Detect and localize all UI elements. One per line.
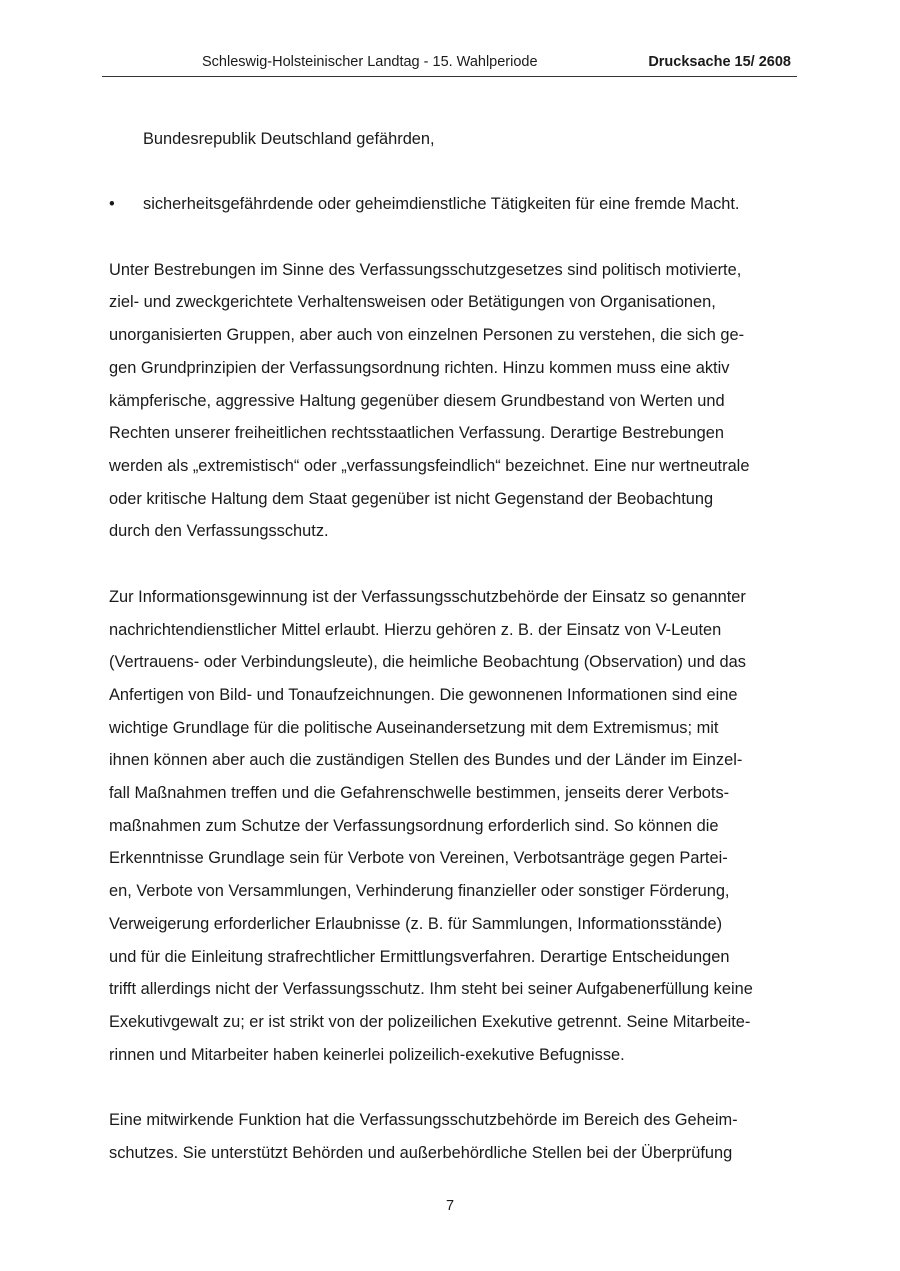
spacer	[109, 156, 799, 189]
spacer	[109, 221, 799, 254]
paragraph-line: gen Grundprinzipien der Verfassungsordnung richten. Hinzu kommen muss eine aktiv	[109, 358, 730, 377]
header-title: Schleswig-Holsteinischer Landtag - 15. Wahlperiode	[202, 54, 538, 70]
paragraph-line: schutzes. Sie unterstützt Behörden und außerbehördliche Stellen bei der Überprüfung	[109, 1143, 733, 1162]
paragraph	[109, 254, 799, 548]
paragraph-line: Rechten unserer freiheitlichen rechtsstaatlichen Verfassung. Derartige Bestrebungen	[109, 424, 725, 443]
document-body	[109, 123, 799, 1169]
paragraph-line: und für die Einleitung strafrechtlicher Ermittlungsverfahren. Derartige Entscheidungen	[109, 947, 730, 966]
paragraph-line: en, Verbote von Versammlungen, Verhinderung finanzieller oder sonstiger Förderung,	[109, 882, 730, 901]
paragraph-line: Eine mitwirkende Funktion hat die Verfassungsschutzbehörde im Bereich des Geheim-	[109, 1111, 738, 1130]
spacer	[109, 1071, 799, 1104]
bullet-icon: •	[109, 195, 115, 214]
list-item	[109, 188, 799, 221]
paragraph-line: unorganisierten Gruppen, aber auch von einzelnen Personen zu verstehen, die sich ge-	[109, 326, 745, 345]
spacer	[109, 548, 799, 581]
paragraph-line: Zur Informationsgewinnung ist der Verfassungsschutzbehörde der Einsatz so genannter	[109, 587, 746, 606]
list-item-text: sicherheitsgefährdende oder geheimdienstliche Tätigkeiten für eine fremde Macht.	[143, 195, 740, 214]
paragraph-line: durch den Verfassungsschutz.	[109, 522, 329, 541]
paragraph-line: maßnahmen zum Schutze der Verfassungsordnung erforderlich sind. So können die	[109, 816, 719, 835]
paragraph-line: ziel- und zweckgerichtete Verhaltensweisen oder Betätigungen von Organisationen,	[109, 293, 716, 312]
paragraph-line: werden als „extremistisch“ oder „verfassungsfeindlich“ bezeichnet. Eine nur wertneutrale	[109, 457, 750, 475]
paragraph-line: wichtige Grundlage für die politische Auseinandersetzung mit dem Extremismus; mit	[109, 718, 719, 737]
page-number: 7	[445, 1198, 455, 1214]
paragraph-line: Unter Bestrebungen im Sinne des Verfassungsschutzgesetzes sind politisch motivierte,	[109, 260, 742, 279]
document-number: Drucksache 15/ 2608	[648, 54, 791, 70]
page-header	[102, 52, 797, 77]
paragraph-line: Exekutivgewalt zu; er ist strikt von der polizeilichen Exekutive getrennt. Seine Mitarbeite-	[109, 1012, 751, 1031]
paragraph-line: ihnen können aber auch die zuständigen Stellen des Bundes und der Länder im Einzel-	[109, 751, 743, 770]
paragraph-line: Erkenntnisse Grundlage sein für Verbote von Vereinen, Verbotsanträge gegen Partei-	[109, 849, 728, 868]
paragraph-line: nachrichtendienstlicher Mittel erlaubt. Hierzu gehören z. B. der Einsatz von V-Leuten	[109, 620, 722, 639]
paragraph-line: Verweigerung erforderlicher Erlaubnisse (z. B. für Sammlungen, Informationsstände)	[109, 914, 723, 933]
paragraph-line: (Vertrauens- oder Verbindungsleute), die heimliche Beobachtung (Observation) und das	[109, 653, 746, 672]
paragraph-line: fall Maßnahmen treffen und die Gefahrenschwelle bestimmen, jenseits derer Verbots-	[109, 784, 730, 803]
paragraph-line: trifft allerdings nicht der Verfassungsschutz. Ihm steht bei seiner Aufgabenerfüllung keine	[109, 980, 753, 999]
paragraph	[109, 1104, 799, 1169]
paragraph-line: Anfertigen von Bild- und Tonaufzeichnungen. Die gewonnenen Informationen sind eine	[109, 685, 738, 704]
paragraph-line: oder kritische Haltung dem Staat gegenüber ist nicht Gegenstand der Beobachtung	[109, 489, 714, 508]
continuation-line: Bundesrepublik Deutschland gefährden,	[143, 130, 435, 148]
paragraph-line: rinnen und Mitarbeiter haben keinerlei polizeilich-exekutive Befugnisse.	[109, 1045, 625, 1064]
paragraph	[109, 581, 799, 1072]
paragraph-line: kämpferische, aggressive Haltung gegenüber diesem Grundbestand von Werten und	[109, 391, 725, 410]
